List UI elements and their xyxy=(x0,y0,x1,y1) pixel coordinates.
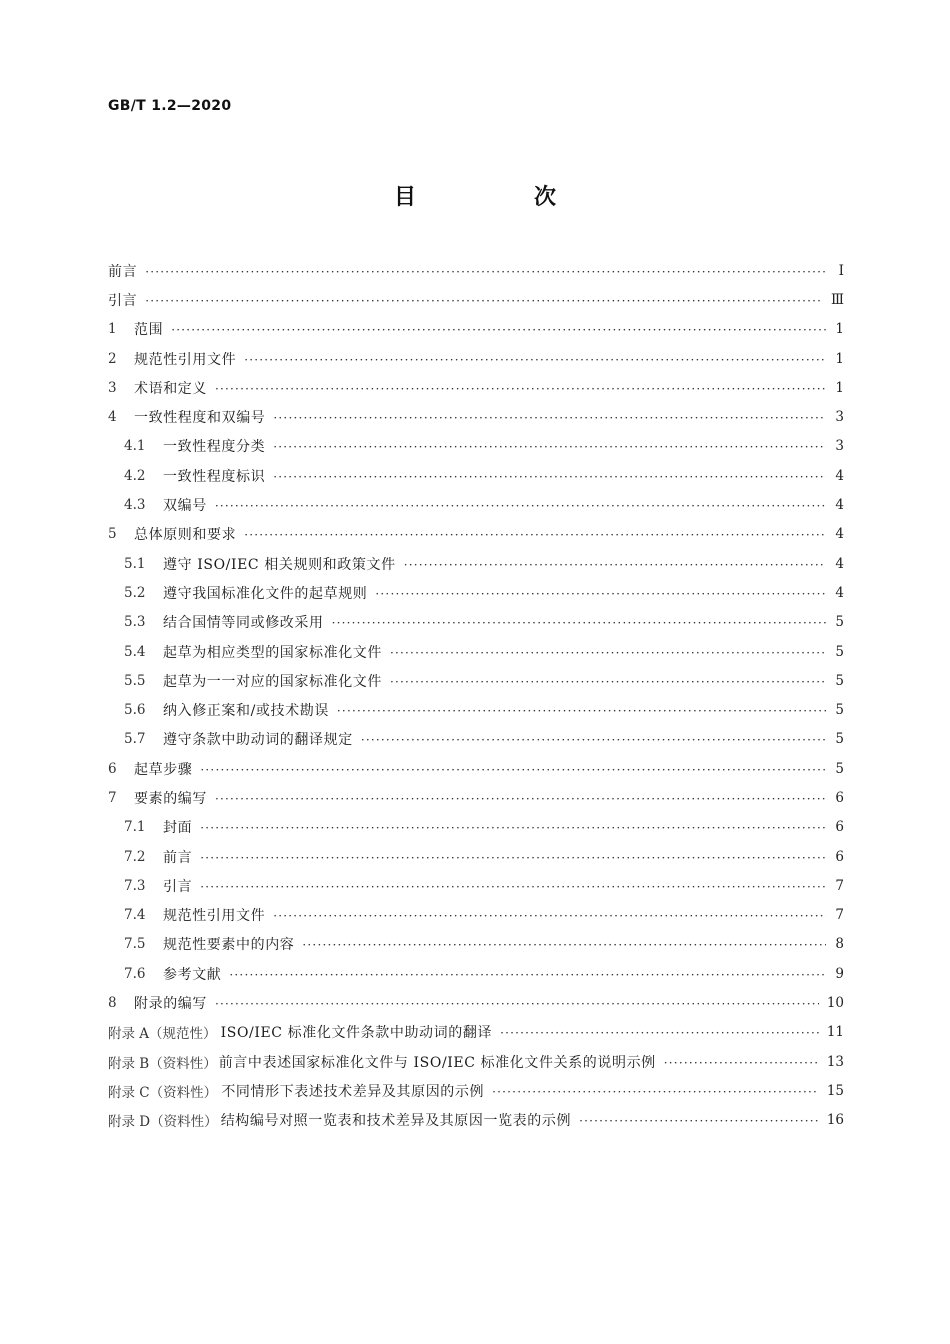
toc-entry[interactable] xyxy=(108,520,844,549)
toc-entry[interactable] xyxy=(108,725,844,754)
toc-entry[interactable] xyxy=(108,871,844,900)
toc-entry-title: 遵守 ISO/IEC 相关规则和政策文件 xyxy=(163,556,396,573)
dot-leader xyxy=(145,266,826,278)
toc-entry-page: 4 xyxy=(835,555,844,572)
toc-entry-number: 5 xyxy=(108,526,117,543)
toc-entry-number: 7.5 xyxy=(124,936,146,953)
toc-entry-number: 5.4 xyxy=(124,643,146,660)
standard-number: GB/T 1.2—2020 xyxy=(108,98,232,114)
dot-leader xyxy=(375,588,826,600)
dot-leader xyxy=(500,1027,819,1039)
toc-entry-title: 遵守条款中助动词的翻译规定 xyxy=(163,732,353,749)
dot-leader xyxy=(215,998,819,1010)
dot-leader xyxy=(145,295,823,307)
toc-entry-page: 7 xyxy=(835,877,844,894)
dot-leader xyxy=(390,647,826,659)
toc-entry-number: 5.3 xyxy=(124,614,146,631)
toc-entry-page: 11 xyxy=(826,1024,844,1041)
toc-entry-number: 5.7 xyxy=(124,731,146,748)
dot-leader xyxy=(579,1115,819,1127)
toc-entry[interactable] xyxy=(108,1076,844,1105)
toc-entry-number: 4 xyxy=(108,409,117,426)
dot-leader xyxy=(390,676,826,688)
toc-entry-number: 7 xyxy=(108,789,117,806)
toc-entry-title: 一致性程度分类 xyxy=(163,439,266,456)
toc-entry-title: 附录的编写 xyxy=(134,996,207,1013)
toc-entry-page: 6 xyxy=(835,848,844,865)
toc-entry-number: 4.3 xyxy=(124,497,146,514)
toc-entry-number: 7.2 xyxy=(124,848,146,865)
dot-leader xyxy=(302,939,826,951)
toc-entry[interactable] xyxy=(108,1018,844,1047)
toc-entry-title: 起草为一一对应的国家标准化文件 xyxy=(163,673,382,690)
toc-entry[interactable] xyxy=(108,1106,844,1135)
toc-entry-number: 7.6 xyxy=(124,965,146,982)
toc-entry-number: 4.2 xyxy=(124,467,146,484)
toc-entry-page: 1 xyxy=(835,350,844,367)
toc-entry-number: 1 xyxy=(108,321,117,338)
toc-entry-page: 3 xyxy=(835,438,844,455)
toc-entry-title: 一致性程度标识 xyxy=(163,468,266,485)
toc-entry[interactable] xyxy=(108,754,844,783)
toc-entry-page: 5 xyxy=(835,760,844,777)
toc-entry[interactable] xyxy=(108,344,844,373)
dot-leader xyxy=(404,559,826,571)
toc-entry-page: 1 xyxy=(835,321,844,338)
toc-entry-number: 附录 B（资料性） xyxy=(108,1055,217,1072)
toc-entry-page: 5 xyxy=(835,614,844,631)
toc-entry-number: 附录 D（资料性） xyxy=(108,1114,218,1131)
page-title: 目 次 xyxy=(393,185,604,210)
toc-entry-title: 规范性引用文件 xyxy=(134,351,237,368)
toc-entry-page: 4 xyxy=(835,497,844,514)
toc-entry-title: 引言 xyxy=(163,878,193,895)
toc-entry-page: 4 xyxy=(835,526,844,543)
toc-entry[interactable] xyxy=(108,578,844,607)
dot-leader xyxy=(337,705,826,717)
toc-entry[interactable] xyxy=(108,256,844,285)
toc-entry[interactable] xyxy=(108,695,844,724)
toc-entry[interactable] xyxy=(108,402,844,431)
toc-entry-page: 1 xyxy=(835,379,844,396)
toc-entry-title: 遵守我国标准化文件的起草规则 xyxy=(163,585,368,602)
toc-entry[interactable] xyxy=(108,988,844,1017)
toc-entry-title: 前言 xyxy=(163,849,193,866)
toc-entry-page: 3 xyxy=(835,409,844,426)
toc-entry-title: 结合国情等同或修改采用 xyxy=(163,615,324,632)
toc-entry-title: 要素的编写 xyxy=(134,790,207,807)
toc-entry-title: 前言中表述国家标准化文件与 ISO/IEC 标准化文件关系的说明示例 xyxy=(218,1054,656,1071)
toc-entry-page: 5 xyxy=(835,643,844,660)
toc-entry-page: 6 xyxy=(835,789,844,806)
table-of-contents xyxy=(108,256,844,1135)
toc-entry[interactable] xyxy=(108,666,844,695)
toc-entry-title: ISO/IEC 标准化文件条款中助动词的翻译 xyxy=(220,1025,493,1042)
toc-entry-title: 总体原则和要求 xyxy=(134,527,237,544)
dot-leader xyxy=(273,412,826,424)
dot-leader xyxy=(171,324,826,336)
toc-entry-page: 8 xyxy=(835,936,844,953)
toc-entry-title: 前言 xyxy=(108,263,138,280)
toc-entry-page: Ⅰ xyxy=(838,262,844,279)
dot-leader xyxy=(229,969,826,981)
toc-entry[interactable] xyxy=(108,490,844,519)
toc-entry[interactable] xyxy=(108,373,844,402)
toc-entry-page: 5 xyxy=(835,731,844,748)
toc-entry-number: 4.1 xyxy=(124,438,146,455)
dot-leader xyxy=(273,441,826,453)
dot-leader xyxy=(215,793,826,805)
dot-leader xyxy=(200,764,826,776)
toc-entry[interactable] xyxy=(108,813,844,842)
toc-entry-page: Ⅲ xyxy=(830,291,844,308)
toc-entry-title: 结构编号对照一览表和技术差异及其原因一览表的示例 xyxy=(220,1113,572,1130)
toc-entry-number: 附录 A（规范性） xyxy=(108,1026,217,1043)
toc-entry-page: 6 xyxy=(835,819,844,836)
dot-leader xyxy=(244,354,826,366)
toc-entry-number: 5.6 xyxy=(124,702,146,719)
toc-entry-title: 规范性要素中的内容 xyxy=(163,937,295,954)
toc-entry-page: 5 xyxy=(835,672,844,689)
dot-leader xyxy=(215,500,826,512)
dot-leader xyxy=(664,1057,819,1069)
dot-leader xyxy=(244,529,826,541)
toc-entry[interactable] xyxy=(108,930,844,959)
toc-entry-number: 8 xyxy=(108,995,117,1012)
toc-entry[interactable] xyxy=(108,1047,844,1076)
toc-entry-title: 范围 xyxy=(134,322,164,339)
dot-leader xyxy=(273,910,826,922)
dot-leader xyxy=(273,471,826,483)
toc-entry-number: 7.3 xyxy=(124,877,146,894)
dot-leader xyxy=(332,617,826,629)
toc-entry-title: 参考文献 xyxy=(163,966,222,983)
toc-entry[interactable] xyxy=(108,959,844,988)
toc-entry-title: 不同情形下表述技术差异及其原因的示例 xyxy=(221,1083,485,1100)
toc-entry[interactable] xyxy=(108,432,844,461)
dot-leader xyxy=(200,852,826,864)
toc-entry[interactable] xyxy=(108,549,844,578)
toc-entry[interactable] xyxy=(108,315,844,344)
toc-entry[interactable] xyxy=(108,901,844,930)
toc-entry-title: 双编号 xyxy=(163,498,207,515)
toc-entry[interactable] xyxy=(108,637,844,666)
toc-entry-number: 5.1 xyxy=(124,555,146,572)
toc-entry-number: 5.5 xyxy=(124,672,146,689)
toc-entry-page: 7 xyxy=(835,907,844,924)
toc-entry-number: 7.4 xyxy=(124,907,146,924)
toc-entry[interactable] xyxy=(108,783,844,812)
toc-entry[interactable] xyxy=(108,608,844,637)
dot-leader xyxy=(361,734,826,746)
toc-entry-number: 7.1 xyxy=(124,819,146,836)
toc-entry-number: 2 xyxy=(108,350,117,367)
toc-entry[interactable] xyxy=(108,461,844,490)
toc-entry-number: 6 xyxy=(108,760,117,777)
dot-leader xyxy=(200,822,826,834)
toc-entry[interactable] xyxy=(108,842,844,871)
toc-entry[interactable] xyxy=(108,285,844,314)
toc-entry-title: 规范性引用文件 xyxy=(163,908,266,925)
toc-entry-page: 15 xyxy=(826,1082,844,1099)
toc-entry-page: 4 xyxy=(835,584,844,601)
toc-entry-number: 3 xyxy=(108,379,117,396)
toc-entry-title: 纳入修正案和/或技术勘误 xyxy=(163,703,329,720)
dot-leader xyxy=(492,1086,819,1098)
dot-leader xyxy=(200,881,826,893)
toc-entry-number: 5.2 xyxy=(124,584,146,601)
toc-entry-page: 10 xyxy=(826,995,844,1012)
toc-entry-title: 一致性程度和双编号 xyxy=(134,410,266,427)
toc-entry-title: 起草为相应类型的国家标准化文件 xyxy=(163,644,382,661)
toc-entry-page: 9 xyxy=(835,965,844,982)
toc-entry-title: 引言 xyxy=(108,292,138,309)
toc-entry-title: 起草步骤 xyxy=(134,761,193,778)
dot-leader xyxy=(215,383,826,395)
toc-entry-page: 16 xyxy=(826,1112,844,1129)
toc-entry-page: 4 xyxy=(835,467,844,484)
toc-entry-page: 5 xyxy=(835,702,844,719)
toc-entry-title: 术语和定义 xyxy=(134,380,207,397)
toc-entry-title: 封面 xyxy=(163,820,193,837)
toc-entry-page: 13 xyxy=(826,1053,844,1070)
toc-entry-number: 附录 C（资料性） xyxy=(108,1084,218,1101)
